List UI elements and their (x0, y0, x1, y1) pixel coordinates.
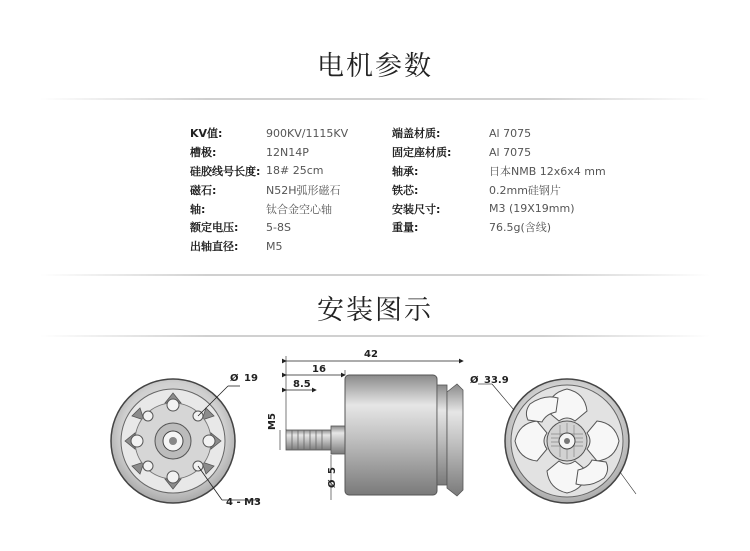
dim-shaft-diameter-symbol: Ø (327, 479, 338, 488)
spec-label: 重量: (392, 221, 419, 235)
dim-bell-diameter-symbol: Ø (470, 375, 479, 386)
dim-bolt-circle: 19 (244, 373, 258, 384)
spec-value: N52H弧形磁石 (266, 183, 341, 197)
spec-row (190, 237, 348, 256)
spec-value: Al 7075 (489, 145, 532, 159)
spec-row (392, 162, 606, 181)
spec-value: M3 (19X19mm) (489, 202, 575, 216)
spec-row (190, 180, 348, 199)
spec-row (190, 199, 348, 218)
spec-value: 12N14P (266, 145, 309, 159)
spec-label: 槽极: (190, 146, 217, 160)
motor-params-title: 电机参数 (317, 51, 433, 82)
dim-shaft-thread: M5 (267, 413, 278, 430)
spec-value: 0.2mm硅钢片 (489, 183, 561, 197)
dim-overall-length: 42 (364, 349, 378, 360)
spec-label: 磁石: (190, 183, 217, 197)
spec-row (392, 218, 606, 237)
spec-value: 76.5g(含线) (489, 221, 552, 235)
spec-row (392, 180, 606, 199)
divider (40, 274, 710, 276)
divider (40, 335, 710, 337)
spec-row (190, 143, 348, 162)
dim-bell-diameter: 33.9 (484, 375, 509, 386)
side-view (267, 349, 463, 500)
spec-row (190, 162, 348, 181)
dim-shaft-diameter: 5 (327, 467, 338, 474)
spec-label: 额定电压: (190, 221, 239, 235)
dim-body-length: 16 (312, 364, 326, 375)
spec-value: M5 (266, 239, 283, 253)
spec-row (392, 143, 606, 162)
spec-value: 钛合金空心轴 (266, 202, 332, 216)
spec-value: 日本NMB 12x6x4 mm (489, 164, 606, 178)
install-title: 安装图示 (317, 295, 433, 326)
spec-row (392, 124, 606, 143)
spec-value: 5-8S (266, 220, 291, 234)
dim-screws: 4 - M3 (226, 497, 261, 508)
front-view (111, 372, 261, 508)
spec-row (392, 199, 606, 218)
spec-list-right (392, 124, 606, 237)
spec-label: 端盖材质: (392, 127, 441, 141)
install-drawing (0, 340, 750, 545)
spec-label: 硅胶线号长度: (190, 164, 261, 178)
dim-shaft-length: 8.5 (293, 379, 311, 390)
spec-label: 轴: (190, 202, 206, 216)
spec-label: 轴承: (392, 164, 419, 178)
spec-label: 固定座材质: (392, 146, 452, 160)
spec-value: Al 7075 (489, 126, 532, 140)
divider (40, 98, 710, 100)
dim-bolt-circle-symbol: Ø (230, 373, 239, 384)
spec-row (190, 124, 348, 143)
spec-value: 18# 25cm (266, 164, 324, 178)
spec-value: 900KV/1115KV (266, 126, 349, 140)
spec-label: 铁芯: (392, 183, 419, 197)
spec-label: 出轴直径: (190, 240, 239, 254)
spec-label: 安装尺寸: (392, 202, 441, 216)
spec-row (190, 218, 348, 237)
back-view (470, 374, 636, 503)
spec-label: KV值: (190, 127, 223, 141)
spec-list-left (190, 124, 348, 256)
